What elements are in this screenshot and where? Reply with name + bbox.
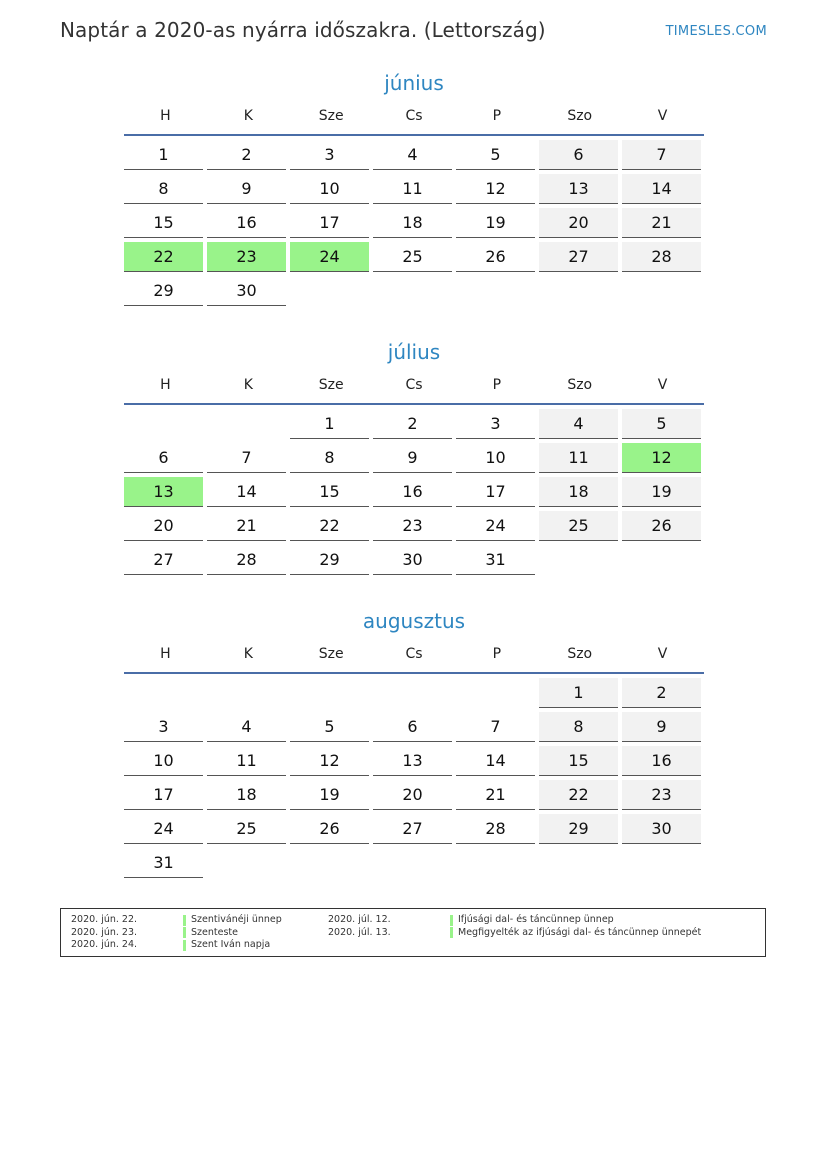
day-cell[interactable]: 20 <box>373 780 452 810</box>
legend-color-marker <box>450 915 453 926</box>
day-cell[interactable]: 12 <box>290 746 369 776</box>
legend-holiday-name: Szenteste <box>191 926 238 938</box>
empty-cell <box>456 276 535 306</box>
day-cell[interactable]: 20 <box>124 511 203 541</box>
day-cell[interactable]: 10 <box>290 174 369 204</box>
day-cell[interactable]: 19 <box>290 780 369 810</box>
weekday-label: Sze <box>318 646 344 662</box>
day-cell[interactable]: 5 <box>622 409 701 439</box>
day-grid <box>124 140 704 306</box>
empty-cell <box>124 409 203 439</box>
day-cell[interactable]: 17 <box>124 780 203 810</box>
day-cell[interactable]: 12 <box>456 174 535 204</box>
weekday-label: V <box>657 108 668 124</box>
empty-cell <box>622 276 701 306</box>
legend-color-marker <box>183 927 186 938</box>
weekday-label: K <box>243 646 253 662</box>
month-name: július <box>387 340 441 364</box>
day-cell[interactable]: 22 <box>290 511 369 541</box>
legend-color-marker <box>183 940 186 951</box>
holiday-legend <box>60 908 766 957</box>
day-cell[interactable]: 3 <box>124 712 203 742</box>
day-cell[interactable]: 28 <box>456 814 535 844</box>
empty-cell <box>207 409 286 439</box>
legend-color-marker <box>450 927 453 938</box>
day-cell[interactable]: 4 <box>207 712 286 742</box>
weekday-label: Cs <box>405 377 423 393</box>
weekday-label: Szo <box>567 646 593 662</box>
day-cell[interactable]: 16 <box>373 477 452 507</box>
empty-cell <box>622 848 701 878</box>
weekday-label: V <box>657 377 668 393</box>
empty-cell <box>207 678 286 708</box>
month-july <box>124 339 704 575</box>
day-cell[interactable]: 16 <box>622 746 701 776</box>
day-cell[interactable]: 5 <box>290 712 369 742</box>
day-grid <box>124 678 704 878</box>
day-cell[interactable]: 20 <box>539 208 618 238</box>
day-cell[interactable]: 28 <box>207 545 286 575</box>
weekday-label: H <box>160 108 171 124</box>
day-cell[interactable]: 18 <box>373 208 452 238</box>
day-cell[interactable]: 29 <box>290 545 369 575</box>
weekday-label: H <box>160 377 171 393</box>
empty-cell <box>207 848 286 878</box>
legend-date: 2020. júl. 12. <box>328 914 391 925</box>
day-cell[interactable]: 15 <box>539 746 618 776</box>
day-cell[interactable]: 6 <box>373 712 452 742</box>
weekday-label: H <box>160 646 171 662</box>
month-august <box>124 608 704 878</box>
day-cell[interactable]: 3 <box>456 409 535 439</box>
weekday-label: K <box>243 108 253 124</box>
weekday-label: Cs <box>405 646 423 662</box>
day-cell[interactable]: 19 <box>622 477 701 507</box>
legend-date: 2020. júl. 13. <box>328 926 391 938</box>
day-cell[interactable]: 1 <box>539 678 618 708</box>
day-cell[interactable]: 15 <box>290 477 369 507</box>
month-name: június <box>384 71 444 95</box>
day-cell[interactable]: 13 <box>373 746 452 776</box>
day-cell[interactable]: 4 <box>373 140 452 170</box>
day-cell[interactable]: 21 <box>456 780 535 810</box>
month-june <box>124 70 704 306</box>
day-cell[interactable]: 9 <box>622 712 701 742</box>
day-cell[interactable]: 11 <box>539 443 618 473</box>
day-cell[interactable]: 8 <box>290 443 369 473</box>
day-cell[interactable]: 10 <box>456 443 535 473</box>
legend-holiday-name: Szent Iván napja <box>191 939 271 950</box>
weekday-label: P <box>492 377 502 393</box>
day-cell[interactable]: 9 <box>207 174 286 204</box>
day-cell[interactable]: 22 <box>539 780 618 810</box>
empty-cell <box>456 848 535 878</box>
day-cell[interactable]: 23 <box>207 242 286 272</box>
day-cell[interactable]: 30 <box>207 276 286 306</box>
empty-cell <box>622 545 701 575</box>
empty-cell <box>539 545 618 575</box>
day-cell[interactable]: 24 <box>124 814 203 844</box>
day-cell[interactable]: 25 <box>539 511 618 541</box>
day-cell[interactable]: 26 <box>290 814 369 844</box>
day-cell[interactable]: 23 <box>373 511 452 541</box>
day-cell[interactable]: 28 <box>622 242 701 272</box>
day-cell[interactable]: 16 <box>207 208 286 238</box>
legend-color-marker <box>183 915 186 926</box>
day-cell[interactable]: 14 <box>207 477 286 507</box>
day-cell[interactable]: 1 <box>124 140 203 170</box>
empty-cell <box>124 678 203 708</box>
day-cell[interactable]: 29 <box>124 276 203 306</box>
legend-date: 2020. jún. 24. <box>71 939 138 950</box>
day-cell[interactable]: 18 <box>539 477 618 507</box>
day-cell[interactable]: 30 <box>622 814 701 844</box>
empty-cell <box>539 276 618 306</box>
day-cell[interactable]: 31 <box>124 848 203 878</box>
day-cell[interactable]: 8 <box>539 712 618 742</box>
day-grid <box>124 409 704 575</box>
weekday-label: Sze <box>318 377 344 393</box>
legend-holiday-name: Ifjúsági dal- és táncünnep ünnep <box>458 914 614 925</box>
day-cell[interactable]: 6 <box>124 443 203 473</box>
day-cell[interactable]: 21 <box>622 208 701 238</box>
weekday-label: Sze <box>318 108 344 124</box>
day-cell[interactable]: 18 <box>207 780 286 810</box>
day-cell[interactable]: 2 <box>373 409 452 439</box>
day-cell[interactable]: 26 <box>622 511 701 541</box>
empty-cell <box>373 678 452 708</box>
day-cell[interactable]: 27 <box>373 814 452 844</box>
weekday-label: P <box>492 646 502 662</box>
legend-holiday-name: Szentivánéji ünnep <box>191 914 282 925</box>
empty-cell <box>456 678 535 708</box>
day-cell[interactable]: 3 <box>290 140 369 170</box>
empty-cell <box>290 276 369 306</box>
empty-cell <box>290 848 369 878</box>
weekday-header <box>124 375 704 405</box>
day-cell[interactable]: 12 <box>622 443 701 473</box>
day-cell[interactable]: 17 <box>456 477 535 507</box>
weekday-label: V <box>657 646 668 662</box>
empty-cell <box>539 848 618 878</box>
weekday-label: Szo <box>567 108 593 124</box>
day-cell[interactable]: 7 <box>622 140 701 170</box>
day-cell[interactable]: 14 <box>622 174 701 204</box>
day-cell[interactable]: 4 <box>539 409 618 439</box>
day-cell[interactable]: 1 <box>290 409 369 439</box>
day-cell[interactable]: 2 <box>207 140 286 170</box>
day-cell[interactable]: 11 <box>373 174 452 204</box>
legend-date: 2020. jún. 23. <box>71 926 138 938</box>
day-cell[interactable]: 5 <box>456 140 535 170</box>
day-cell[interactable]: 8 <box>124 174 203 204</box>
empty-cell <box>290 678 369 708</box>
legend-holiday-name: Megfigyelték az ifjúsági dal- és táncünnep ünnepét <box>458 926 702 938</box>
day-cell[interactable]: 24 <box>456 511 535 541</box>
day-cell[interactable]: 29 <box>539 814 618 844</box>
day-cell[interactable]: 21 <box>207 511 286 541</box>
day-cell[interactable]: 6 <box>539 140 618 170</box>
day-cell[interactable]: 17 <box>290 208 369 238</box>
day-cell[interactable]: 9 <box>373 443 452 473</box>
day-cell[interactable]: 13 <box>124 477 203 507</box>
day-cell[interactable]: 31 <box>456 545 535 575</box>
weekday-label: K <box>243 377 253 393</box>
empty-cell <box>373 848 452 878</box>
weekday-label: P <box>492 108 502 124</box>
day-cell[interactable]: 15 <box>124 208 203 238</box>
legend-date: 2020. jún. 22. <box>71 914 138 925</box>
day-cell[interactable]: 7 <box>456 712 535 742</box>
weekday-header <box>124 644 704 674</box>
day-cell[interactable]: 24 <box>290 242 369 272</box>
day-cell[interactable]: 25 <box>373 242 452 272</box>
day-cell[interactable]: 13 <box>539 174 618 204</box>
day-cell[interactable]: 30 <box>373 545 452 575</box>
day-cell[interactable]: 14 <box>456 746 535 776</box>
day-cell[interactable]: 19 <box>456 208 535 238</box>
day-cell[interactable]: 22 <box>124 242 203 272</box>
day-cell[interactable]: 7 <box>207 443 286 473</box>
day-cell[interactable]: 25 <box>207 814 286 844</box>
month-name: augusztus <box>362 609 466 633</box>
day-cell[interactable]: 23 <box>622 780 701 810</box>
weekday-header <box>124 106 704 136</box>
day-cell[interactable]: 27 <box>539 242 618 272</box>
empty-cell <box>373 276 452 306</box>
page-title: Naptár a 2020-as nyárra időszakra. (Lettország) <box>60 18 546 42</box>
brand-link[interactable]: TIMESLES.COM <box>665 24 767 39</box>
day-cell[interactable]: 2 <box>622 678 701 708</box>
day-cell[interactable]: 26 <box>456 242 535 272</box>
day-cell[interactable]: 11 <box>207 746 286 776</box>
day-cell[interactable]: 10 <box>124 746 203 776</box>
weekday-label: Szo <box>567 377 593 393</box>
weekday-label: Cs <box>405 108 423 124</box>
day-cell[interactable]: 27 <box>124 545 203 575</box>
